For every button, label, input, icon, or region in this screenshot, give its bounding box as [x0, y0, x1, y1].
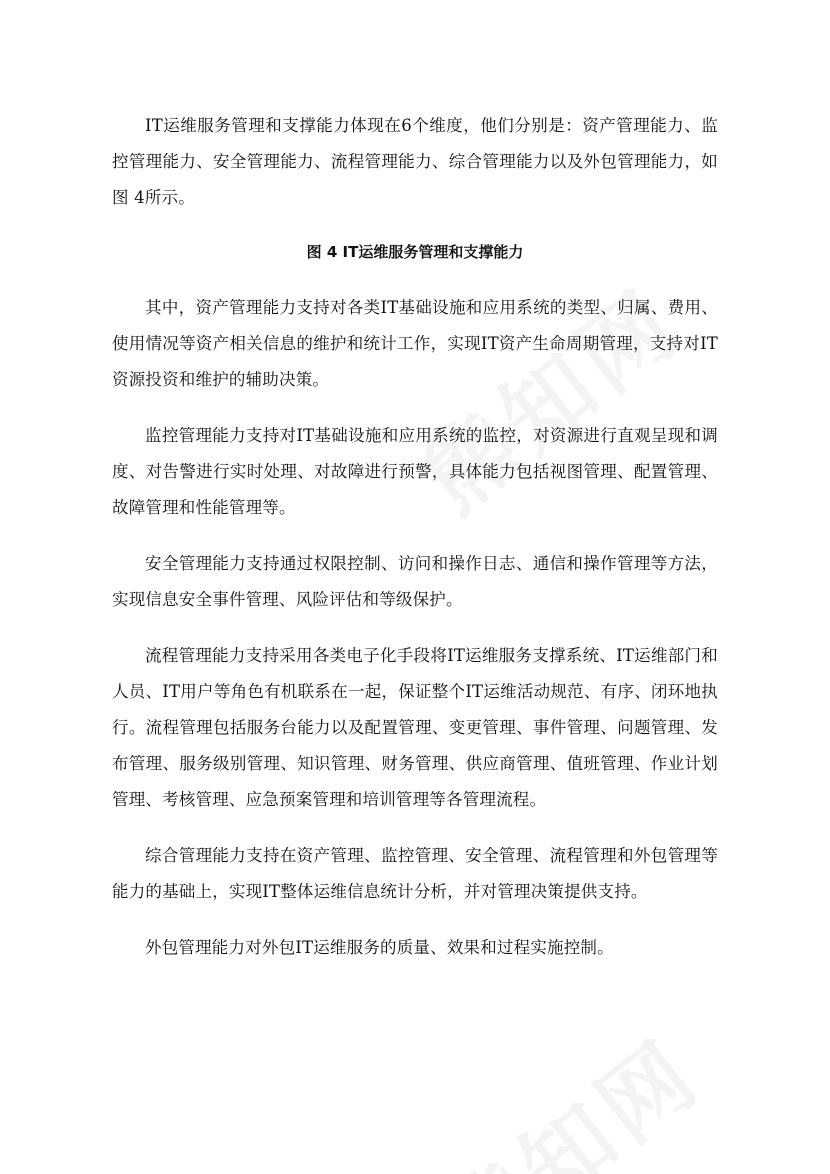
intro-paragraph: IT运维服务管理和支撑能力体现在6个维度，他们分别是：资产管理能力、监控管理能力、安全管理能力、流程管理能力、综合管理能力以及外包管理能力，如图 4所示。 [112, 116, 718, 207]
figure-caption: 图 4 IT运维服务管理和支撑能力 [306, 243, 524, 261]
paragraph-security-management: 安全管理能力支持通过权限控制、访问和操作日志、通信和操作管理等方法，实现信息安全事件管理、风险评估和等级保护。 [112, 554, 718, 609]
paragraph-outsourcing-management: 外包管理能力对外包IT运维服务的质量、效果和过程实施控制。 [145, 938, 614, 957]
paragraph-monitoring-management: 监控管理能力支持对IT基础设施和应用系统的监控，对资源进行直观呈现和调度、对告警进行实时处理、对故障进行预警，具体能力包括视图管理、配置管理、故障管理和性能管理等。 [112, 426, 718, 517]
paragraph-asset-management: 其中，资产管理能力支持对各类IT基础设施和应用系统的类型、归属、费用、使用情况等资产相关信息的维护和统计工作，实现IT资产生命周期管理，支持对IT资源投资和维护的辅助决策。 [112, 298, 718, 389]
paragraph-process-management: 流程管理能力支持采用各类电子化手段将IT运维服务支撑系统、IT运维部门和人员、IT用户等角色有机联系在一起，保证整个IT运维活动规范、有序、闭环地执行。流程管理包括服务台能力以及配置管理、变更管理、事件管理、问题管理、发布管理、服务级别管理、知识管理、财务管理、供应商管理、值班管理、作业计划管理、考核管理、应急预案管理和培训管理等各管理流程。 [112, 646, 718, 809]
document-body [112, 108, 718, 986]
paragraph-integrated-management: 综合管理能力支持在资产管理、监控管理、安全管理、流程管理和外包管理等能力的基础上，实现IT整体运维信息统计分析，并对管理决策提供支持。 [112, 846, 718, 901]
watermark-bottom [411, 1003, 723, 1174]
